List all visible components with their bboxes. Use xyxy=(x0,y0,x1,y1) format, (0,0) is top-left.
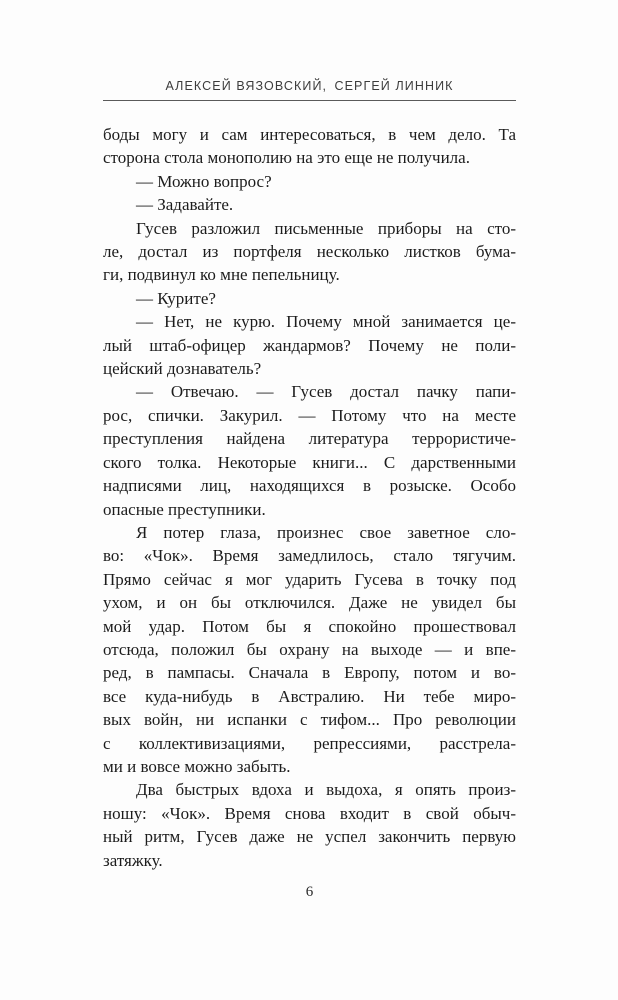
text-line: с коллективизациями, репрессиями, расстрела- xyxy=(103,733,516,753)
text-line: Два быстрых вдоха и выдоха, я опять произ- xyxy=(136,780,516,800)
text-line: отсюда, положил бы охрану на выходе — и впе- xyxy=(103,639,516,659)
text-line: вых войн, ни испанки с тифом... Про революции xyxy=(103,710,516,730)
text-line: — Нет, не курю. Почему мной занимается це- xyxy=(136,312,516,332)
page-number: 6 xyxy=(305,884,314,900)
text-line: надписями лиц, находящихся в розыске. Особо xyxy=(103,476,516,496)
body-text xyxy=(103,123,516,872)
text-line: Я потер глаза, произнес свое заветное сло- xyxy=(136,522,516,542)
text-line: цейский дознаватель? xyxy=(103,359,262,379)
paragraph xyxy=(103,123,516,170)
text-line: — Задавайте. xyxy=(136,195,234,215)
paragraph xyxy=(103,287,516,310)
text-line: ского толка. Некоторые книги... С дарственными xyxy=(103,452,516,472)
text-line: ный ритм, Гусев даже не успел закончить первую xyxy=(103,827,516,847)
paragraph xyxy=(103,193,516,216)
text-line: сторона стола монополию на это еще не получила. xyxy=(103,148,470,168)
text-line: преступления найдена литература террористиче- xyxy=(103,429,516,449)
text-line: боды могу и сам интересоваться, в чем дело. Та xyxy=(103,125,516,144)
text-line: ми и вовсе можно забыть. xyxy=(103,756,291,776)
text-line: ношу: «Чок». Время снова входит в свой обыч- xyxy=(103,803,516,823)
paragraph xyxy=(103,217,516,287)
text-line: ле, достал из портфеля несколько листков бума- xyxy=(103,242,516,262)
text-line: во: «Чок». Время замедлилось, стало тягучим. xyxy=(103,546,516,566)
text-line: Гусев разложил письменные приборы на сто- xyxy=(136,218,516,238)
header-divider xyxy=(103,100,516,101)
text-line: — Курите? xyxy=(136,288,216,308)
text-line: рос, спички. Закурил. — Потому что на месте xyxy=(103,405,516,425)
text-line: мой удар. Потом бы я спокойно прошествовал xyxy=(103,616,516,636)
text-line: все куда-нибудь в Австралию. Ни тебе миро- xyxy=(103,686,516,706)
paragraph xyxy=(103,778,516,872)
paragraph xyxy=(103,521,516,778)
text-line: ги, подвинул ко мне пепельницу. xyxy=(103,265,340,285)
text-line: — Можно вопрос? xyxy=(136,171,272,191)
text-line: лый штаб-офицер жандармов? Почему не поли- xyxy=(103,335,516,355)
text-line: ред, в пампасы. Сначала в Европу, потом и во- xyxy=(103,663,516,683)
text-line: опасные преступники. xyxy=(103,499,266,519)
text-line: Прямо сейчас я мог ударить Гусева в точку под xyxy=(103,569,516,589)
text-line: — Отвечаю. — Гусев достал пачку папи- xyxy=(136,382,516,402)
text-line: затяжку. xyxy=(103,850,163,870)
paragraph xyxy=(103,170,516,193)
running-head-authors: АЛЕКСЕЙ ВЯЗОВСКИЙ, СЕРГЕЙ ЛИННИК xyxy=(165,79,454,93)
paragraph xyxy=(103,380,516,520)
text-line: ухом, и он бы отключился. Даже не увидел бы xyxy=(103,593,516,613)
paragraph xyxy=(103,310,516,380)
